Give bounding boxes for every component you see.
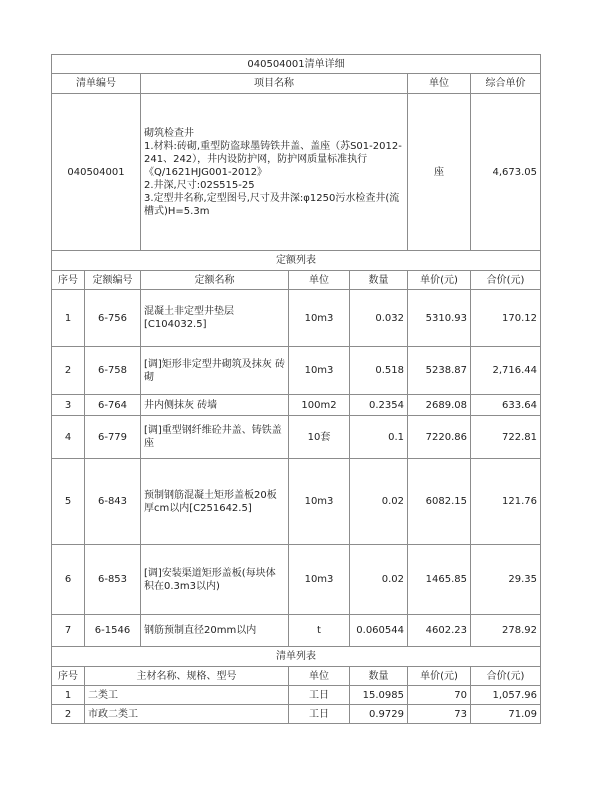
- bill-header-row: [52, 74, 541, 94]
- item-description: [141, 94, 408, 251]
- row-name: [调]矩形非定型井砌筑及抹灰 砖砌: [141, 347, 289, 395]
- row-name: 钢筋预制直径20mm以内: [141, 615, 289, 647]
- material-name: 二类工: [85, 686, 289, 705]
- quota-header-price: 单价(元): [408, 271, 471, 290]
- row-total: 278.92: [471, 615, 541, 647]
- row-unit: 10m3: [289, 347, 350, 395]
- row-seq: 1: [52, 290, 85, 347]
- material-seq: 2: [52, 705, 85, 724]
- material-header-seq: 序号: [52, 667, 85, 686]
- table-row: [52, 545, 541, 615]
- row-total: 121.76: [471, 459, 541, 545]
- material-seq: 1: [52, 686, 85, 705]
- material-total: 1,057.96: [471, 686, 541, 705]
- quota-header-total: 合价(元): [471, 271, 541, 290]
- table-row: [52, 615, 541, 647]
- material-price: 70: [408, 686, 471, 705]
- row-name: [调]安装渠道矩形盖板(每块体积在0.3m3以内): [141, 545, 289, 615]
- row-total: 2,716.44: [471, 347, 541, 395]
- quota-header-code: 定额编号: [85, 271, 141, 290]
- row-qty: 0.1: [350, 416, 408, 459]
- table-row: [52, 347, 541, 395]
- row-price: 5310.93: [408, 290, 471, 347]
- row-qty: 0.060544: [350, 615, 408, 647]
- price-header: 综合单价: [471, 74, 541, 94]
- row-qty: 0.2354: [350, 395, 408, 416]
- material-unit: 工日: [289, 686, 350, 705]
- row-unit: 10m3: [289, 545, 350, 615]
- material-header-unit: 单位: [289, 667, 350, 686]
- table-row: [52, 416, 541, 459]
- row-code: 6-756: [85, 290, 141, 347]
- row-code: 6-853: [85, 545, 141, 615]
- row-qty: 0.02: [350, 459, 408, 545]
- item-description-text: 砌筑检查井 1.材料:砖砌,重型防盗球墨铸铁井盖、盖座（苏S01-2012-241、242），井内设防护网，防护网质量标准执行《Q/1621HJG001-2012》 2.井深,尺寸:02S515-25 3.定型井名称,定型图号,尺寸及井深:φ1250污水检查井(流槽式)H=5.3m: [144, 127, 402, 217]
- material-header-total: 合价(元): [471, 667, 541, 686]
- row-seq: 4: [52, 416, 85, 459]
- row-code: 6-1546: [85, 615, 141, 647]
- item-code: 040504001: [52, 94, 141, 251]
- bill-detail-table: [51, 54, 541, 724]
- table-title: 040504001清单详细: [52, 55, 541, 74]
- item-price: 4,673.05: [471, 94, 541, 251]
- material-section-row: [52, 647, 541, 667]
- material-qty: 15.0985: [350, 686, 408, 705]
- row-total: 170.12: [471, 290, 541, 347]
- quota-header-qty: 数量: [350, 271, 408, 290]
- title-row: [52, 55, 541, 74]
- row-price: 1465.85: [408, 545, 471, 615]
- row-price: 4602.23: [408, 615, 471, 647]
- table-row: [52, 459, 541, 545]
- table-row: [52, 705, 541, 724]
- quota-section-title: 定额列表: [52, 251, 541, 271]
- row-price: 7220.86: [408, 416, 471, 459]
- quota-header-name: 定额名称: [141, 271, 289, 290]
- table-row: [52, 290, 541, 347]
- row-price: 5238.87: [408, 347, 471, 395]
- row-total: 633.64: [471, 395, 541, 416]
- table-row: [52, 686, 541, 705]
- row-price: 6082.15: [408, 459, 471, 545]
- material-total: 71.09: [471, 705, 541, 724]
- row-unit: t: [289, 615, 350, 647]
- row-seq: 5: [52, 459, 85, 545]
- material-header-row: [52, 667, 541, 686]
- name-header: 项目名称: [141, 74, 408, 94]
- row-name: 混凝土非定型井垫层[C104032.5]: [141, 290, 289, 347]
- material-header-qty: 数量: [350, 667, 408, 686]
- row-name: 预制钢筋混凝土矩形盖板20板厚cm以内[C251642.5]: [141, 459, 289, 545]
- row-name: 井内侧抹灰 砖墙: [141, 395, 289, 416]
- row-qty: 0.518: [350, 347, 408, 395]
- material-name: 市政二类工: [85, 705, 289, 724]
- material-price: 73: [408, 705, 471, 724]
- material-qty: 0.9729: [350, 705, 408, 724]
- material-section-title: 清单列表: [52, 647, 541, 667]
- quota-header-seq: 序号: [52, 271, 85, 290]
- item-unit: 座: [408, 94, 471, 251]
- row-code: 6-843: [85, 459, 141, 545]
- row-total: 29.35: [471, 545, 541, 615]
- row-code: 6-764: [85, 395, 141, 416]
- quota-header-row: [52, 271, 541, 290]
- row-seq: 6: [52, 545, 85, 615]
- material-header-name: 主材名称、规格、型号: [85, 667, 289, 686]
- quota-section-row: [52, 251, 541, 271]
- row-unit: 10套: [289, 416, 350, 459]
- row-name: [调]重型钢纤维砼井盖、铸铁盖座: [141, 416, 289, 459]
- row-code: 6-758: [85, 347, 141, 395]
- material-header-price: 单价(元): [408, 667, 471, 686]
- row-price: 2689.08: [408, 395, 471, 416]
- row-total: 722.81: [471, 416, 541, 459]
- row-code: 6-779: [85, 416, 141, 459]
- unit-header: 单位: [408, 74, 471, 94]
- quota-header-unit: 单位: [289, 271, 350, 290]
- code-header: 清单编号: [52, 74, 141, 94]
- row-unit: 100m2: [289, 395, 350, 416]
- bill-item-row: [52, 94, 541, 251]
- row-unit: 10m3: [289, 459, 350, 545]
- row-seq: 3: [52, 395, 85, 416]
- row-seq: 2: [52, 347, 85, 395]
- material-unit: 工日: [289, 705, 350, 724]
- table-row: [52, 395, 541, 416]
- row-seq: 7: [52, 615, 85, 647]
- row-qty: 0.02: [350, 545, 408, 615]
- row-qty: 0.032: [350, 290, 408, 347]
- row-unit: 10m3: [289, 290, 350, 347]
